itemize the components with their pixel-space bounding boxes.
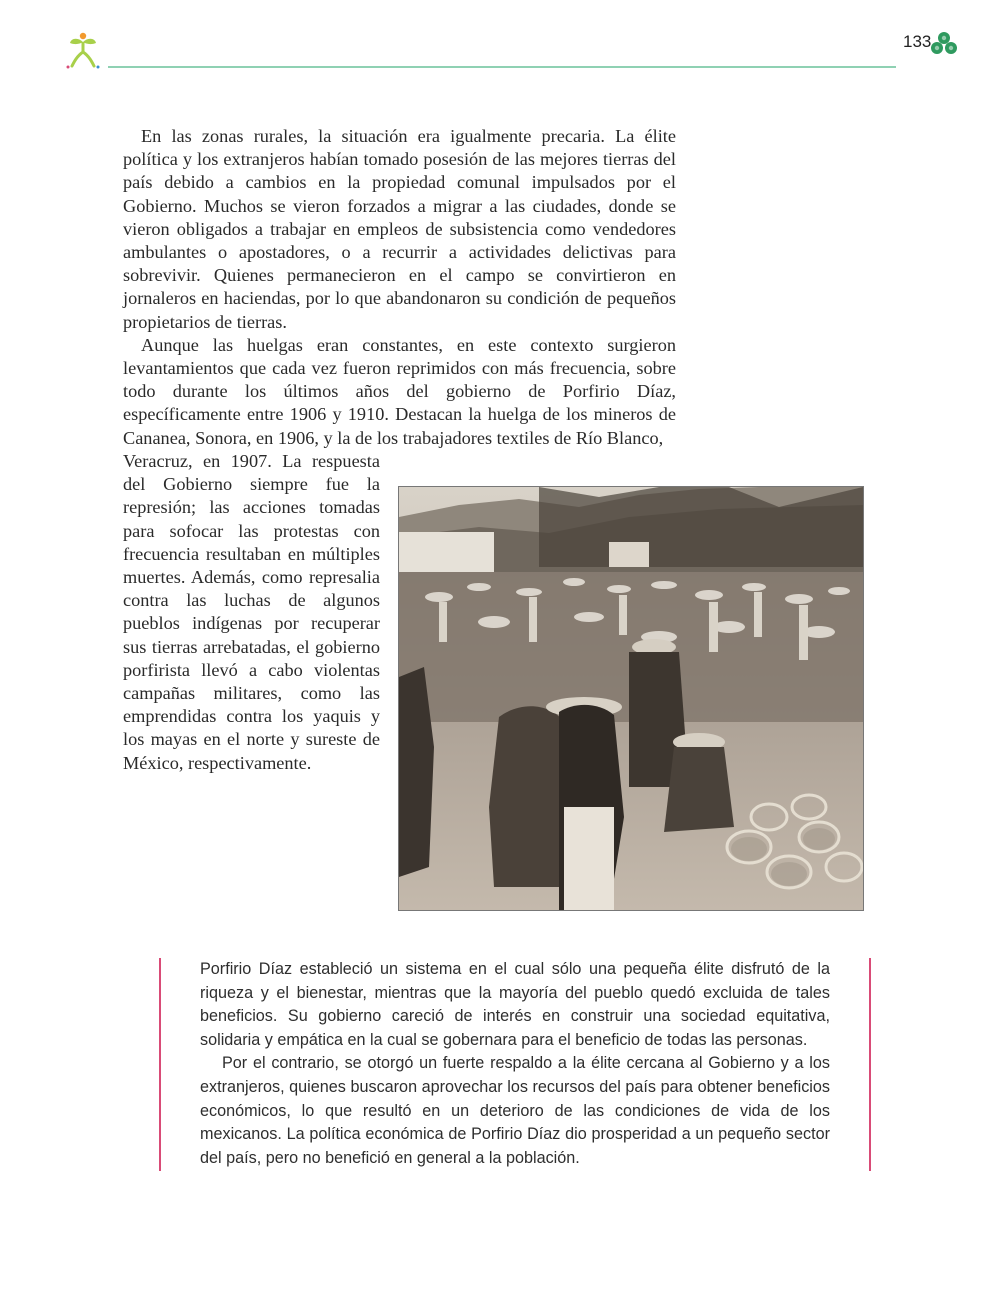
callout-paragraph: Porfirio Díaz estableció un sistema en el cual sólo una pequeña élite disfrutó de la riqueza y el bienestar, mientras que la mayoría del pueblo quedó excluida de tales beneficios. Su gobierno careció de interés en construir una sociedad equitativa, solidaria y empática en la cual se gobernara para el beneficio de todas las personas. bbox=[200, 960, 830, 1049]
body-paragraph: En las zonas rurales, la situación era igualmente precaria. La élite política y los extranjeros habían tomado posesión de las mejores tierras del país debido a cambios en la propiedad comunal impulsados por el Gobierno. Muchos se vieron forzados a migrar a las ciudades, donde se vieron obligados a trabajar en empleos de subsistencia como vendedores ambulantes o apostadores, o a recurrir a actividades delictivas para sobrevivir. Quienes permanecieron en el campo se convirtieron en jornaleros en haciendas, por lo que abandonaron su condición de pequeños propietarios de tierras. bbox=[123, 126, 676, 332]
header-rule bbox=[108, 66, 896, 68]
callout-paragraph: Por el contrario, se otorgó un fuerte respaldo a la élite cercana al Gobierno y a los extranjeros, quienes buscaron aprovechar los recursos del país para obtener beneficios económicos, lo que resultó en un deterioro de las condiciones de vida de los mexicanos. La política económica de Porfirio Díaz dio prosperidad a un pequeño sector del país, pero no benefició en general a la población. bbox=[200, 1054, 830, 1167]
cluster-leaf-icon bbox=[930, 31, 958, 57]
callout-right-bar bbox=[869, 958, 871, 1171]
callout-text bbox=[200, 958, 830, 1170]
body-paragraph: Aunque las huelgas eran constantes, en este contexto surgieron levantamientos que cada vez fueron reprimidos con más frecuencia, sobre todo durante los últimos años del gobierno de Porfirio Díaz, específicamente entre 1906 y 1910. Destacan la huelga de los mineros de Cananea, Sonora, en 1906, y la de los trabajadores textiles de Río Blanco, bbox=[123, 334, 676, 448]
body-paragraph-wrap: Veracruz, en 1907. La respuesta del Gobierno siempre fue la represión; las acciones tomadas para sofocar las protestas con frecuencia resultaban en múltiples muertes. Además, como represalia contra las luchas de algunos pueblos indígenas por recuperar sus tierras arrebatadas, el gobierno porfirista llevó a cabo violentas campañas militares, como las emprendidas contra los yaquis y los mayas en el norte y sureste de México, respectivamente. bbox=[123, 451, 380, 773]
market-photograph bbox=[398, 486, 864, 911]
summary-callout bbox=[159, 958, 871, 1171]
page-number: 133 bbox=[903, 32, 932, 51]
sprout-logo-icon bbox=[62, 30, 104, 72]
callout-left-bar bbox=[159, 958, 161, 1171]
main-text bbox=[123, 125, 676, 450]
